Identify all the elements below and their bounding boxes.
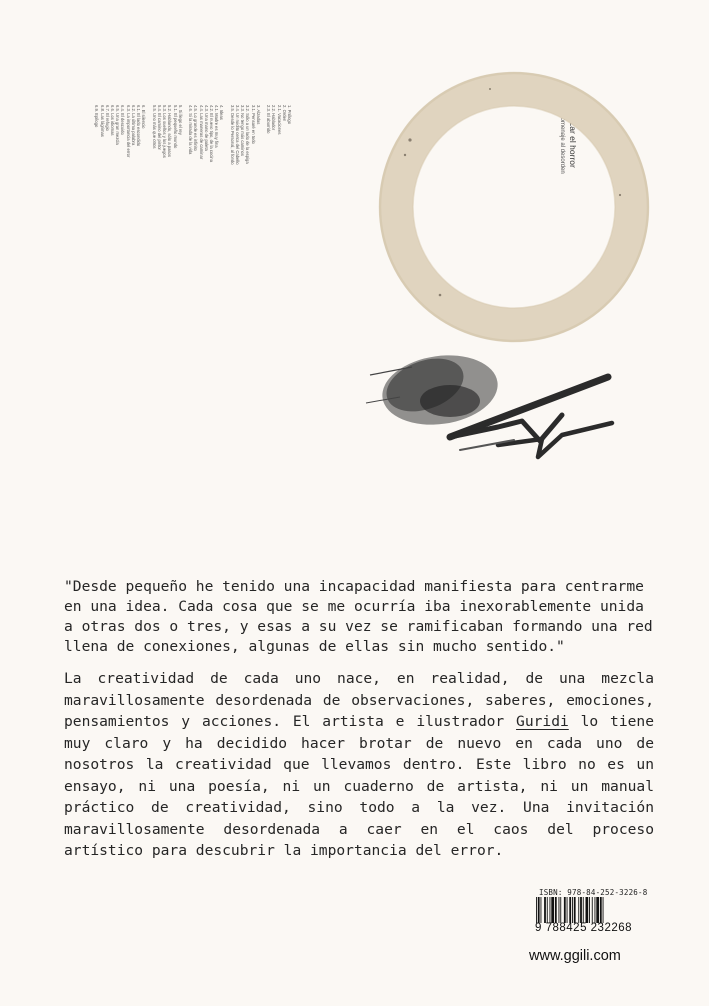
barcode-bar (574, 897, 576, 923)
barcode-bar (547, 897, 548, 923)
barcode-bar (560, 897, 561, 923)
table-of-contents (42, 105, 292, 285)
barcode-bar (559, 897, 560, 923)
toc-line: 4.4. Las maneras de caminar (198, 105, 204, 160)
barcode-bar (603, 897, 604, 923)
toc-line: 2.3. El aburrido (266, 105, 272, 134)
barcode-bar (595, 897, 596, 923)
toc-line: 3. Alzadas (255, 105, 261, 125)
toc-line: 6.8. Las lágrimas (99, 105, 105, 137)
book-description (64, 668, 654, 862)
barcode-bar (592, 897, 593, 923)
toc-line: 3.2. Sólo a un lado de la espiga (245, 105, 251, 164)
toc-line: 5.5. Uno más que otros (151, 105, 157, 149)
toc-line: 6.3. La importancia del error (125, 105, 131, 158)
barcode-bar (567, 897, 568, 923)
barcode-bars (535, 897, 647, 923)
toc-line: 6.5. Una gran mezcla (115, 105, 121, 145)
toc-line (224, 105, 229, 285)
toc-line: 4.2. El nuevo tipo, de la cocina (208, 105, 214, 163)
barcode-bar (596, 897, 599, 923)
barcode-bar (578, 897, 579, 923)
toc-line: 3.3. No tengo más caminos (240, 105, 246, 156)
barcode-bar (555, 897, 557, 923)
isbn-label: ISBN: 978-84-252-3226-8 (539, 888, 648, 897)
toc-line: 4.6. Si la mirada de la vida (188, 105, 194, 155)
toc-line: 6.4. El descuido (120, 105, 126, 135)
toc-line: 6.7. El refugio (104, 105, 110, 131)
charcoal-scribble (366, 348, 612, 457)
toc-line: 5. Si llego el rey (177, 105, 183, 135)
toc-line: 6.1. El lado escondido (136, 105, 142, 147)
barcode-bar (550, 897, 551, 923)
toc-line: 2. Orden (281, 105, 287, 122)
barcode-bar (551, 897, 554, 923)
barcode-bar (564, 897, 566, 923)
barcode (535, 888, 647, 938)
publisher-website: www.ggili.com (529, 948, 621, 964)
toc-line: 4.5. Lo grande es infinito (193, 105, 199, 151)
barcode-bar (569, 897, 571, 923)
toc-line: 6.2. La última palabra (130, 105, 136, 146)
barcode-bar (583, 897, 584, 923)
toc-line: 5.3. Los sueños y los juegos (162, 105, 168, 158)
toc-line: 2.1. Vacaciones (276, 105, 282, 135)
book-title: abrazar el horror (568, 105, 578, 168)
toc-line: 6. El silencio (141, 105, 147, 129)
toc-line: 6.6. Los idiomas (110, 105, 116, 136)
barcode-bar (572, 897, 573, 923)
barcode-digits: 9 788425 232268 (535, 922, 633, 934)
toc-line: 6.9. Epílogo (94, 105, 100, 128)
barcode-bar (544, 897, 546, 923)
toc-line: 1. Prólogo (287, 105, 292, 125)
barcode-bar (538, 897, 540, 923)
author-quote: "Desde pequeño he tenido una incapacidad manifiesta para centrarme en una idea. Cada cosa que se me ocurría iba inexorablemente unida a otras dos o tres, y esas a su vez se ramificaban formando una red llena de conexiones, algunas de ellas sin mucho sentido." (64, 578, 653, 655)
toc-line: 5.2. Hablando, sólo a pasos (167, 105, 173, 157)
toc-list (94, 105, 292, 285)
cover-illustration (300, 45, 700, 515)
barcode-bar (589, 897, 590, 923)
barcode-bar (541, 897, 542, 923)
barcode-bar (536, 897, 537, 923)
description-part-2: lo tiene muy claro y ha decidido hacer brotar de nuevo en cada uno de nosotros la creatividad que llevamos dentro. Este libro no es un ensayo, ni una poesía, ni un cuaderno de artista, ni un manual práctico de creatividad, sino todo a la vez. Una invitación maravillosamente desordenada a caer en el caos del proceso artístico para descubrir la importancia del error. (64, 713, 654, 859)
coffee-ring-stain (380, 73, 648, 341)
toc-line: 3.1. Pensaré en todo (250, 105, 256, 144)
toc-line: 4.3. Una mano de paleta (203, 105, 209, 151)
barcode-bar (580, 897, 582, 923)
toc-line (146, 105, 151, 285)
toc-line: 3.5. Desde lo Personal, al fondo (229, 105, 235, 165)
description-part-1: La creatividad de cada uno nace, en realidad, de una mezcla maravillosamente desordenada de observaciones, saberes, emociones, pensamientos y acciones. El artista e ilustrador (64, 670, 654, 730)
toc-line: 4.1. Madre es muy fina (214, 105, 220, 148)
book-subtitle: Un homenaje al desorden (559, 105, 565, 174)
toc-line: 2.2. Hablador (271, 105, 277, 131)
toc-line: 4. Ideas (219, 105, 225, 120)
barcode-bar (586, 897, 589, 923)
author-name: Guridi (516, 713, 569, 730)
toc-line: 3.4. Un ruidito cerca del Cabello (234, 105, 240, 165)
toc-line: 5.4. El camino del pintor (156, 105, 162, 150)
barcode-bar (600, 897, 602, 923)
toc-line: 5.1. El pequeño mundo (172, 105, 178, 149)
